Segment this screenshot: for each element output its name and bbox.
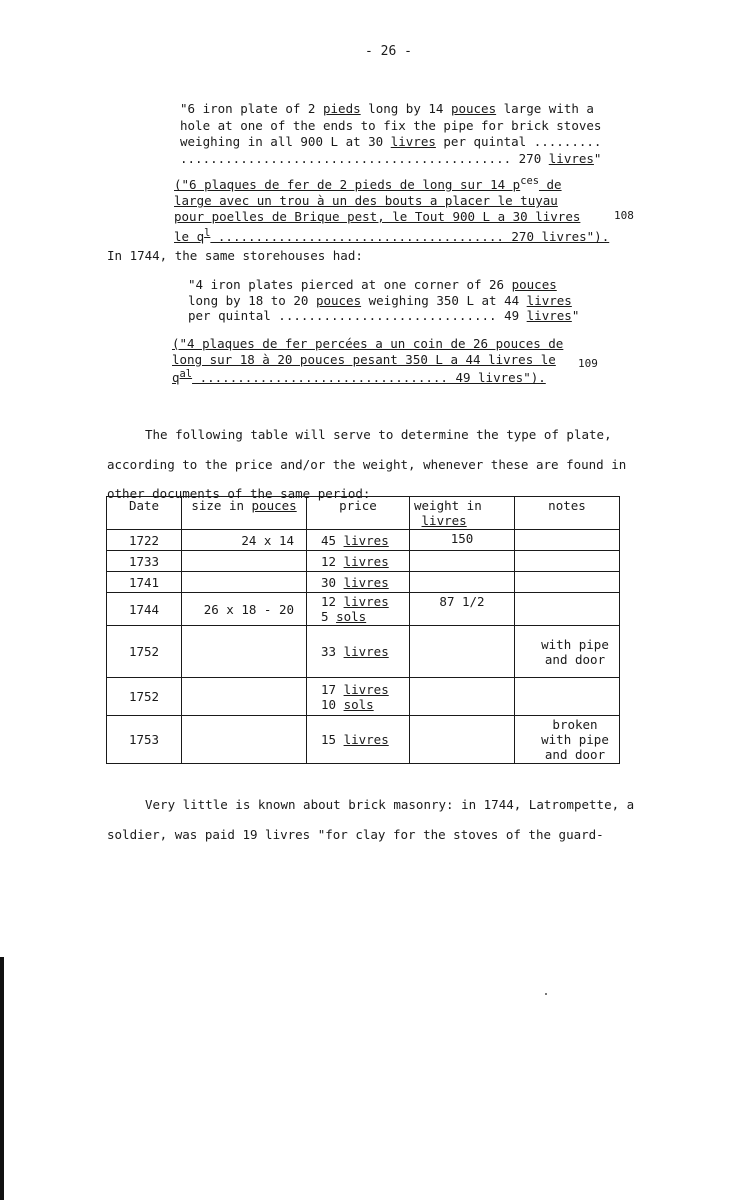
scan-speck bbox=[545, 993, 547, 995]
paragraph-intro: The following table will serve to determine the type of plate, according to the price and/or the weight, whenever these are found in other documents of the same period: bbox=[107, 427, 627, 501]
quote-1-line: "6 iron plate of 2 pieds long by 14 pouces large with a bbox=[180, 101, 594, 116]
cell-date: 1752 bbox=[107, 678, 182, 716]
quote-1-line: ............................................ 270 livres" bbox=[180, 150, 602, 166]
quote-1-line: weighing in all 900 L at 30 livres per quintal ......... bbox=[180, 134, 602, 149]
cell-notes: with pipe and door bbox=[515, 626, 620, 678]
page-number: - 26 - bbox=[365, 44, 412, 59]
cell-price: 15 livres bbox=[307, 716, 410, 764]
quote-1-french-line: pour poelles de Brique pest, le Tout 900 L a 30 livres bbox=[174, 209, 581, 225]
quote-2-line: long by 18 to 20 pouces weighing 350 L at 44 livres bbox=[188, 292, 572, 308]
cell-size bbox=[182, 678, 307, 716]
col-header-size: size in pouces bbox=[182, 497, 307, 530]
cell-size bbox=[182, 572, 307, 593]
quote-1-line: hole at one of the ends to fix the pipe for brick stoves bbox=[180, 117, 602, 133]
cell-date: 1752 bbox=[107, 626, 182, 678]
table-row bbox=[107, 593, 620, 626]
quote-1-french bbox=[174, 173, 609, 245]
cell-date: 1741 bbox=[107, 572, 182, 593]
quote-2-french-line: $q^{al}$ ................................. 49 livres"). bbox=[172, 368, 546, 386]
quote-1-french-line: ("6 plaques de fer de 2 pieds de long sur 14 $p^{ces}$ de bbox=[174, 175, 562, 193]
cell-date: 1744 bbox=[107, 593, 182, 626]
quote-2-french bbox=[172, 336, 563, 386]
cell-notes bbox=[515, 551, 620, 572]
cell-size bbox=[182, 716, 307, 764]
paragraph-1744: In 1744, the same storehouses had: bbox=[107, 248, 363, 263]
table-row bbox=[107, 678, 620, 716]
cell-price: 33 livres bbox=[307, 626, 410, 678]
quote-1-french-line: large avec un trou à un des bouts a placer le tuyau bbox=[174, 193, 558, 209]
quote-2-english bbox=[188, 277, 579, 324]
cell-weight bbox=[410, 678, 515, 716]
col-header-notes: notes bbox=[515, 497, 620, 530]
cell-weight: 87 1/2 bbox=[410, 593, 515, 626]
cell-price: 30 livres bbox=[307, 572, 410, 593]
quote-1-english bbox=[180, 101, 601, 167]
cell-notes bbox=[515, 593, 620, 626]
cell-notes bbox=[515, 530, 620, 551]
table-row bbox=[107, 530, 620, 551]
cell-price: 45 livres bbox=[307, 530, 410, 551]
cell-size: 24 x 14 bbox=[182, 530, 307, 551]
quote-2-line: per quintal ............................. 49 livres" bbox=[188, 308, 580, 323]
table-row bbox=[107, 572, 620, 593]
cell-price: 17 livres 10 sols bbox=[307, 678, 410, 716]
cell-date: 1753 bbox=[107, 716, 182, 764]
cell-notes bbox=[515, 572, 620, 593]
footnote-marker-108: 108 bbox=[614, 209, 634, 222]
cell-date: 1733 bbox=[107, 551, 182, 572]
table-row bbox=[107, 716, 620, 764]
footnote-marker-109: 109 bbox=[578, 357, 598, 370]
plate-price-table bbox=[106, 496, 620, 764]
cell-size bbox=[182, 551, 307, 572]
quote-2-french-line: ("4 plaques de fer percées a un coin de 26 pouces de bbox=[172, 336, 564, 351]
paragraph-brick-masonry: Very little is known about brick masonry: in 1744, Latrompette, a soldier, was paid 19 livres "for clay for the stoves of the guard- bbox=[107, 797, 635, 842]
cell-size bbox=[182, 626, 307, 678]
cell-weight bbox=[410, 716, 515, 764]
cell-size: 26 x 18 - 20 bbox=[182, 593, 307, 626]
cell-date: 1722 bbox=[107, 530, 182, 551]
cell-notes: broken with pipe and door bbox=[515, 716, 620, 764]
cell-weight: 150 bbox=[410, 530, 515, 551]
col-header-date: Date bbox=[107, 497, 182, 530]
table-header-row bbox=[107, 497, 620, 530]
cell-weight bbox=[410, 551, 515, 572]
quote-1-french-line: le $q^l$ ...................................... 270 livres"). bbox=[174, 227, 610, 245]
col-header-weight: weight in livres bbox=[410, 497, 515, 530]
table-row bbox=[107, 626, 620, 678]
cell-price: 12 livres 5 sols bbox=[307, 593, 410, 626]
quote-2-french-line: long sur 18 à 20 pouces pesant 350 L a 44 livres le bbox=[172, 351, 556, 367]
table-row bbox=[107, 551, 620, 572]
scan-margin-bar bbox=[0, 957, 4, 1200]
cell-weight bbox=[410, 626, 515, 678]
cell-weight bbox=[410, 572, 515, 593]
cell-notes bbox=[515, 678, 620, 716]
quote-2-line: "4 iron plates pierced at one corner of 26 pouces bbox=[188, 277, 557, 292]
col-header-price: price bbox=[307, 497, 410, 530]
cell-price: 12 livres bbox=[307, 551, 410, 572]
